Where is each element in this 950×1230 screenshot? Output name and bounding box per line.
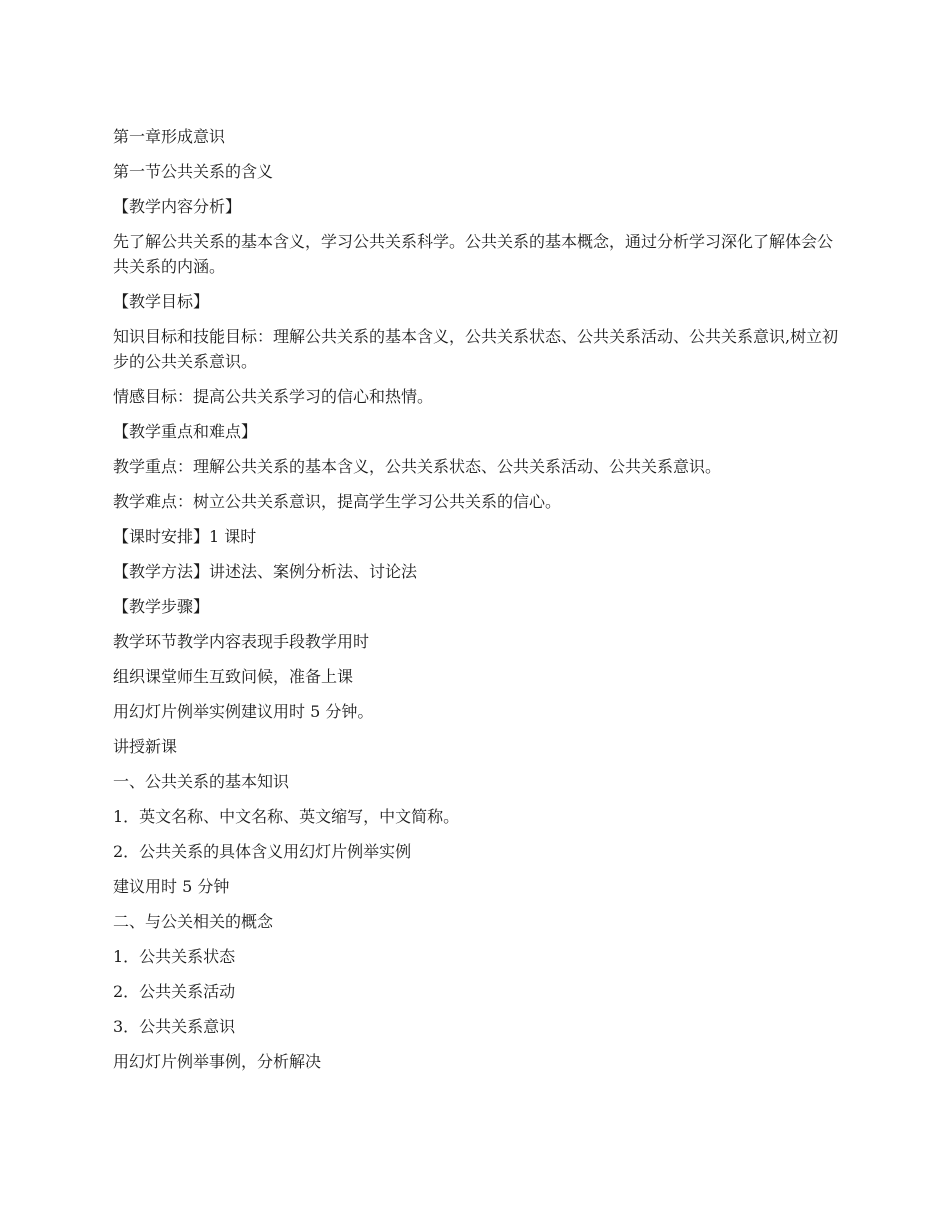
teaching-methods-text: 【教学方法】讲述法、案例分析法、讨论法 (113, 562, 418, 581)
slides-example-text: 用幻灯片例举实例建议用时 5 分钟。 (113, 702, 374, 721)
heading-content-analysis: 【教学内容分析】 (113, 197, 242, 216)
content-analysis-text: 先了解公共关系的基本含义，学习公共关系科学。公共关系的基本概念，通过分析学习深化了解体会公共关系的内涵。 (113, 232, 834, 276)
heading-teaching-goals: 【教学目标】 (113, 292, 210, 311)
difficult-point-text: 教学难点：树立公共关系意识，提高学生学习公共关系的信心。 (113, 492, 562, 511)
section-title: 第一节公共关系的含义 (113, 162, 274, 181)
list-item: 3．公共关系意识 (113, 1017, 236, 1036)
list-item: 2．公共关系活动 (113, 982, 236, 1001)
heading-key-points: 【教学重点和难点】 (113, 422, 258, 441)
list-item: 1．英文名称、中文名称、英文缩写，中文简称。 (113, 807, 460, 826)
slides-analysis-text: 用幻灯片例举事例，分析解决 (113, 1052, 322, 1071)
steps-header-text: 教学环节教学内容表现手段教学用时 (113, 632, 370, 651)
organize-class-text: 组织课堂师生互致问候，准备上课 (113, 667, 354, 686)
knowledge-goal-text: 知识目标和技能目标：理解公共关系的基本含义，公共关系状态、公共关系活动、公共关系意识,树立初步的公共关系意识。 (113, 327, 839, 371)
list-item: 2．公共关系的具体含义用幻灯片例举实例 (113, 842, 412, 861)
new-lesson-text: 讲授新课 (113, 737, 178, 756)
part-one-heading: 一、公共关系的基本知识 (113, 772, 290, 791)
suggested-time-text: 建议用时 5 分钟 (113, 877, 230, 896)
emotion-goal-text: 情感目标：提高公共关系学习的信心和热情。 (113, 387, 434, 406)
chapter-title: 第一章形成意识 (113, 127, 226, 146)
key-point-text: 教学重点：理解公共关系的基本含义，公共关系状态、公共关系活动、公共关系意识。 (113, 457, 722, 476)
part-two-heading: 二、与公关相关的概念 (113, 912, 274, 931)
heading-teaching-steps: 【教学步骤】 (113, 597, 210, 616)
list-item: 1．公共关系状态 (113, 947, 236, 966)
class-hours-text: 【课时安排】1 课时 (113, 527, 257, 546)
document-body (113, 124, 843, 1084)
